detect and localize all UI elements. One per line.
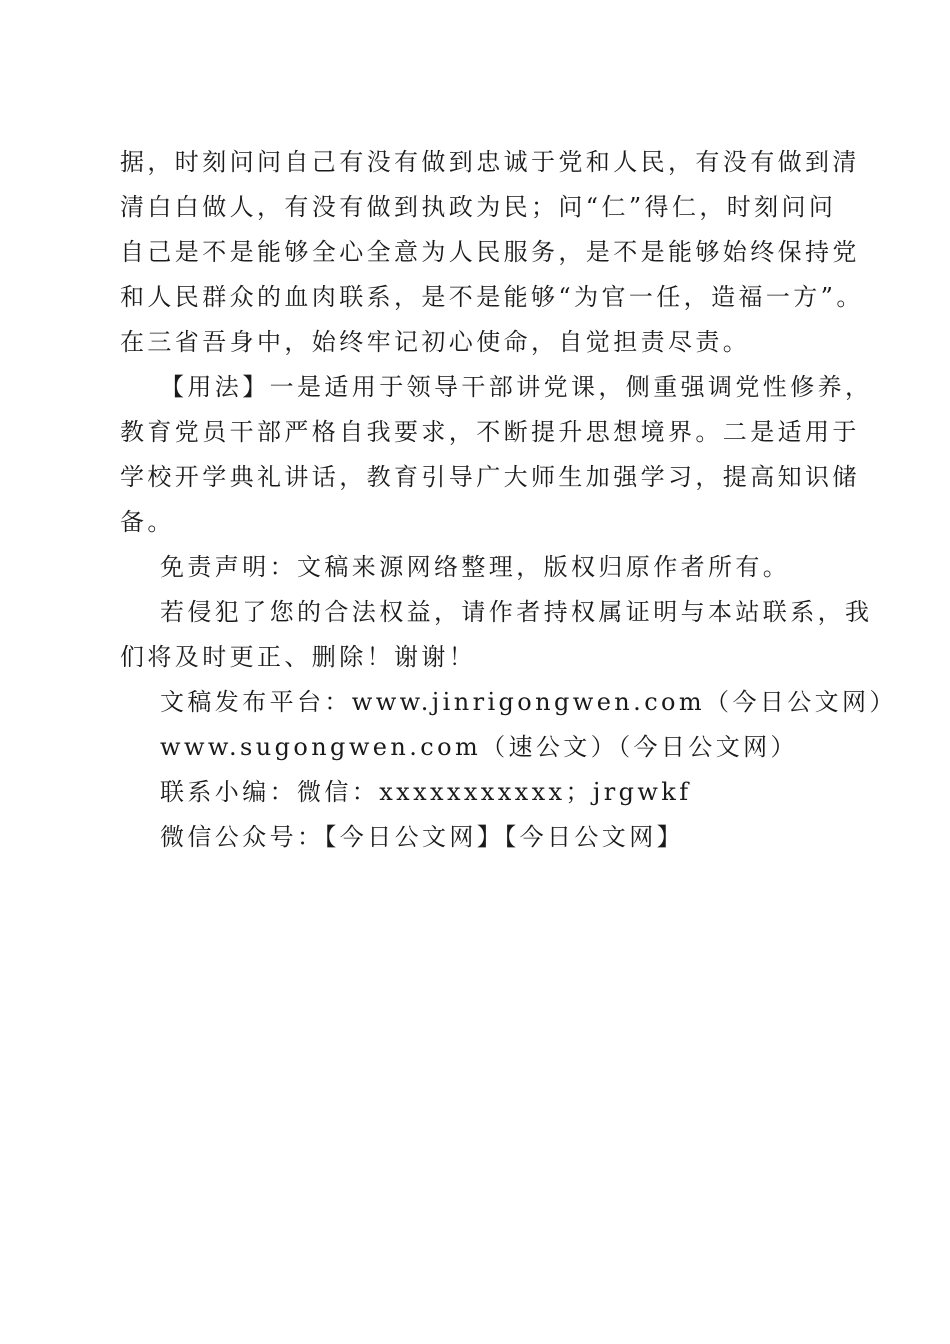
paragraph-line: 自己是不是能够全心全意为人民服务，是不是能够始终保持党 — [120, 238, 860, 266]
document-body — [120, 140, 897, 860]
platform-url-line: www.sugongwen.com（速公文）（今日公文网） — [160, 733, 798, 761]
usage-paragraph-line: 学校开学典礼讲话，教育引导广大师生加强学习，提高知识储 — [120, 463, 860, 491]
usage-paragraph-line: 教育党员干部严格自我要求，不断提升思想境界。二是适用于 — [120, 418, 860, 446]
disclaimer-line: 们将及时更正、删除！谢谢！ — [120, 643, 477, 671]
paragraph-line: 和人民群众的血肉联系，是不是能够“为官一任，造福一方”。 — [120, 283, 864, 311]
paragraph-line: 据，时刻问问自己有没有做到忠诚于党和人民，有没有做到清 — [120, 148, 860, 176]
paragraph-line: 在三省吾身中，始终牢记初心使命，自觉担责尽责。 — [120, 328, 751, 356]
platform-line: 文稿发布平台：www.jinrigongwen.com（今日公文网） — [160, 688, 897, 716]
usage-paragraph-line: 【用法】一是适用于领导干部讲党课，侧重强调党性修养， — [160, 373, 873, 401]
usage-paragraph-line: 备。 — [120, 508, 175, 536]
wechat-account-line: 微信公众号：【今日公文网】【今日公文网】 — [160, 823, 684, 851]
contact-line: 联系小编：微信：xxxxxxxxxxx；jrgwkf — [160, 778, 692, 806]
paragraph-line: 清白白做人，有没有做到执政为民；问“仁”得仁，时刻问问 — [120, 193, 837, 221]
disclaimer-line: 若侵犯了您的合法权益，请作者持权属证明与本站联系，我 — [160, 598, 873, 626]
disclaimer-line: 免责声明：文稿来源网络整理，版权归原作者所有。 — [160, 553, 791, 581]
